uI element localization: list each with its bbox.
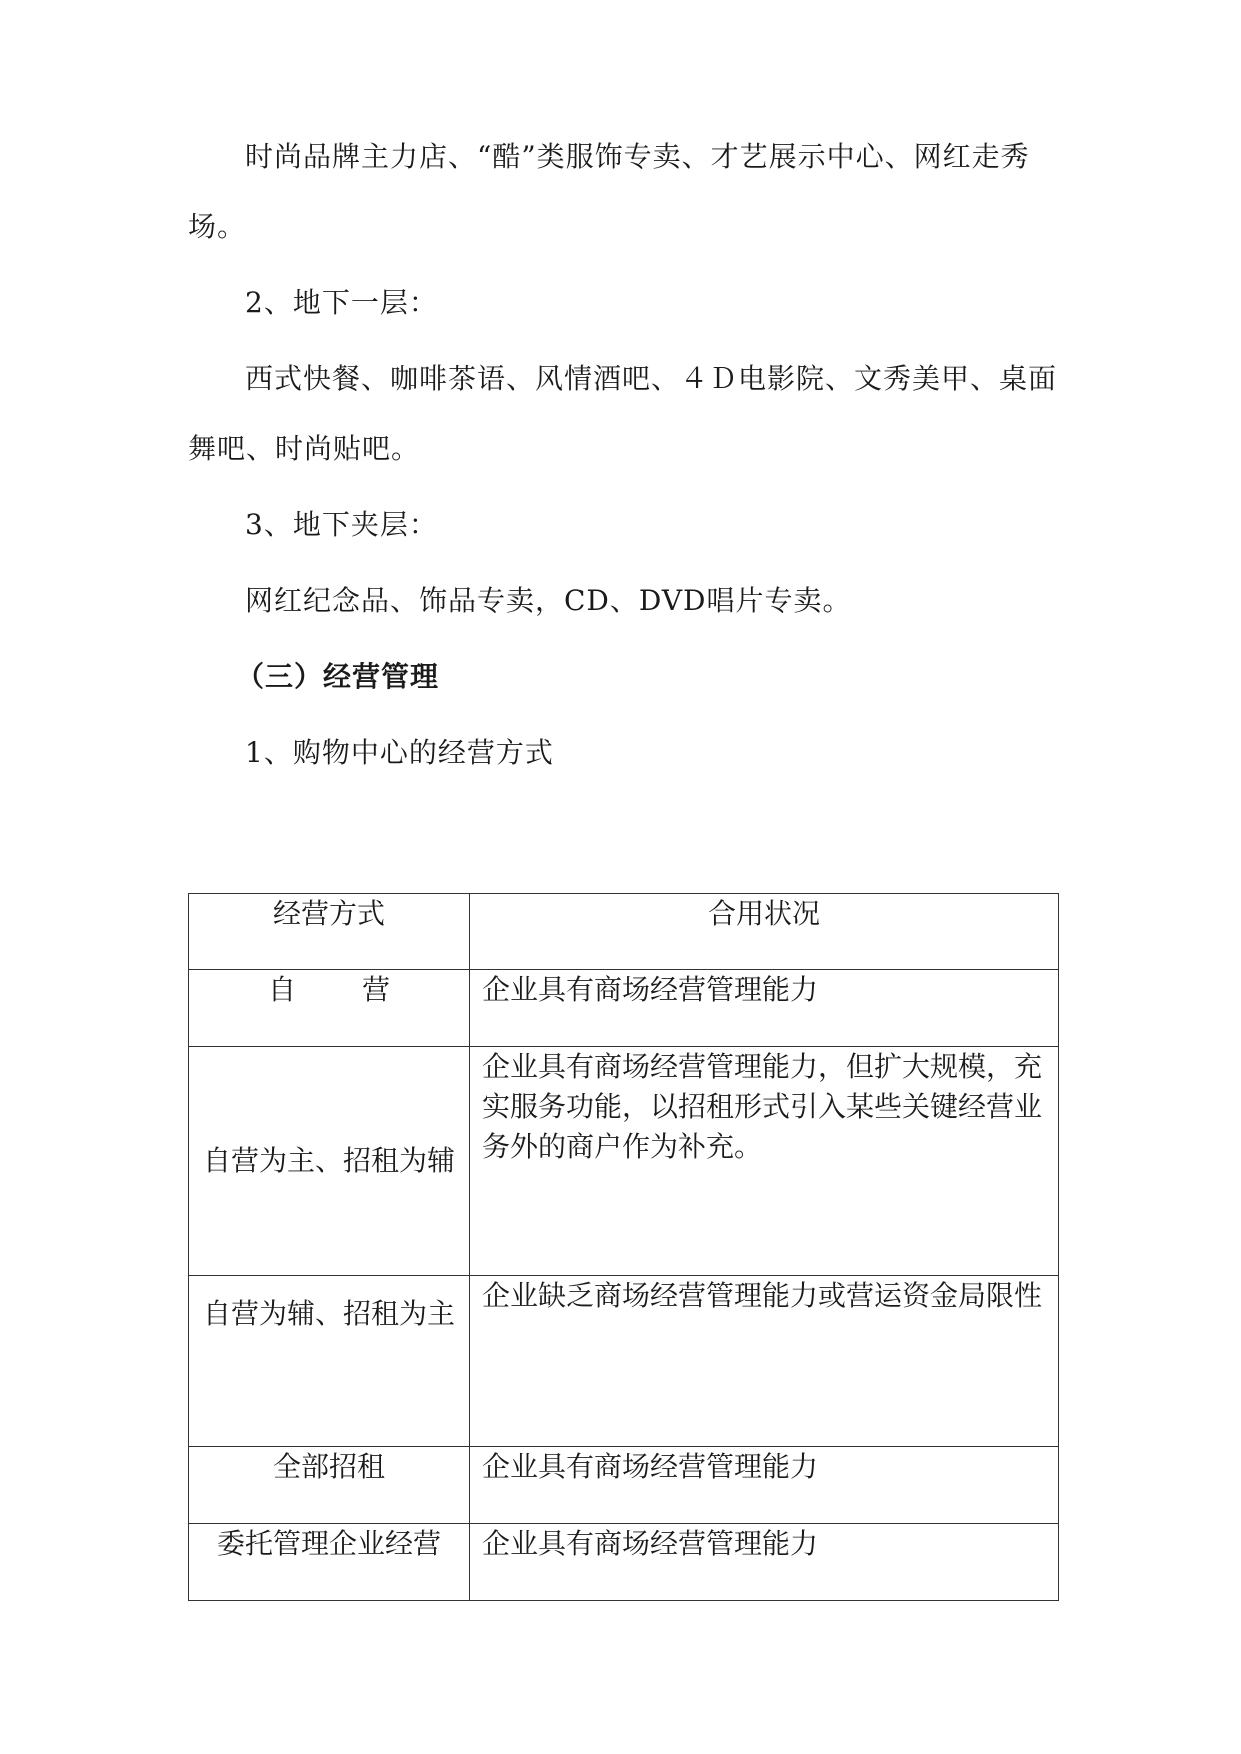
basement-one-heading: 2、地下一层： — [245, 286, 438, 319]
paragraph-basement-mezzanine: 网红纪念品、饰品专卖，CD、DVD唱片专卖。 — [245, 584, 852, 617]
table-row — [189, 1524, 1059, 1601]
table-row — [189, 1447, 1059, 1524]
table-cell-mode: 自营为主、招租为辅 — [189, 1047, 470, 1276]
table-row — [189, 1276, 1059, 1447]
basement-mezzanine-heading: 3、地下夹层： — [245, 508, 438, 541]
table-cell-mode: 自营为辅、招租为主 — [189, 1276, 470, 1447]
section-heading-operations: （三）经营管理 — [236, 660, 440, 693]
table-cell-mode — [189, 970, 470, 1047]
table-cell-status: 企业缺乏商场经营管理能力或营运资金局限性 — [470, 1276, 1059, 1447]
paragraph-floor-list-line2: 场。 — [188, 210, 247, 243]
table-cell-status: 企业具有商场经营管理能力，但扩大规模，充实服务功能，以招租形式引入某些关键经营业务外的商户作为补充。 — [470, 1047, 1059, 1276]
paragraph-floor-list-line1: 时尚品牌主力店、“酷”类服饰专卖、才艺展示中心、网红走秀 — [245, 140, 1030, 173]
table-row — [189, 970, 1059, 1047]
table-cell-status: 企业具有商场经营管理能力 — [470, 970, 1059, 1047]
table-header-cell: 经营方式 — [189, 894, 470, 970]
table-row — [189, 1047, 1059, 1276]
subheading-operation-modes: 1、购物中心的经营方式 — [245, 736, 554, 769]
paragraph-basement-one-line1: 西式快餐、咖啡茶语、风情酒吧、４Ｄ电影院、文秀美甲、桌面 — [245, 362, 1058, 395]
table-cell-mode: 全部招租 — [189, 1447, 470, 1524]
table-header-cell: 合用状况 — [470, 894, 1059, 970]
table-cell-status: 企业具有商场经营管理能力 — [470, 1447, 1059, 1524]
operation-modes-table — [188, 893, 1059, 1601]
paragraph-basement-one-line2: 舞吧、时尚贴吧。 — [188, 432, 421, 465]
table-header-row — [189, 894, 1059, 970]
table-cell-status: 企业具有商场经营管理能力 — [470, 1524, 1059, 1601]
table-cell-mode: 委托管理企业经营 — [189, 1524, 470, 1601]
mode-text: 自营 — [267, 973, 456, 1006]
